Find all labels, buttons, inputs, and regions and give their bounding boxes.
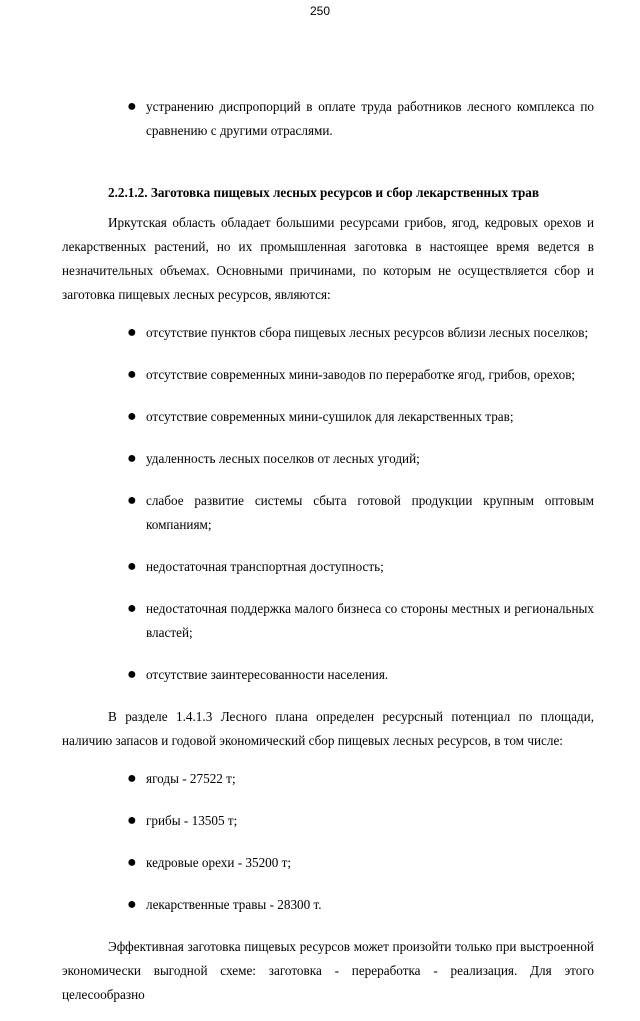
list-item-text: кедровые орехи - 35200 т; (146, 855, 292, 870)
list-item (62, 95, 594, 143)
bullet-icon: ● (127, 324, 137, 341)
list-item (62, 555, 594, 579)
bullet-icon: ● (127, 812, 137, 829)
list-item-text: удаленность лесных поселков от лесных угодий; (146, 451, 420, 466)
list-item-text: устранению диспропорций в оплате труда работников лесного комплекса по сравнению с другими отраслями. (146, 99, 594, 138)
bullet-icon: ● (127, 366, 137, 383)
bullet-icon: ● (127, 600, 137, 617)
list-item (62, 405, 594, 429)
list-item (62, 321, 594, 345)
list-item (62, 851, 594, 875)
list-item (62, 663, 594, 687)
page-number: 250 (309, 4, 331, 18)
list-item (62, 809, 594, 833)
bullet-icon: ● (127, 450, 137, 467)
paragraph: В разделе 1.4.1.3 Лесного плана определен ресурсный потенциал по площади, наличию запасов и годовой экономический сбор пищевых лесных ресурсов, в том числе: (62, 709, 594, 748)
bullet-icon: ● (127, 558, 137, 575)
bullet-icon: ● (127, 98, 137, 115)
bullet-icon: ● (127, 896, 137, 913)
list-item (62, 893, 594, 917)
list-item (62, 767, 594, 791)
bullet-icon: ● (127, 770, 137, 787)
list-item-text: отсутствие современных мини-заводов по переработке ягод, грибов, орехов; (146, 367, 576, 382)
paragraph: Эффективная заготовка пищевых ресурсов может произойти только при выстроенной экономически выгодной схеме: заготовка - переработка - реализация. Для этого целесообразно (62, 939, 594, 1002)
list-item-text: отсутствие современных мини-сушилок для лекарственных трав; (146, 409, 514, 424)
intro-bullet-list (62, 95, 594, 143)
bullet-icon: ● (127, 408, 137, 425)
document-body (62, 95, 594, 1021)
list-item (62, 447, 594, 471)
list-item (62, 489, 594, 537)
bullet-icon: ● (127, 666, 137, 683)
list-item-text: слабое развитие системы сбыта готовой продукции крупным оптовым компаниям; (146, 493, 594, 532)
list-item (62, 597, 594, 645)
resources-list (62, 767, 594, 917)
list-item-text: ягоды - 27522 т; (146, 771, 236, 786)
list-item-text: недостаточная транспортная доступность; (146, 559, 384, 574)
list-item-text: недостаточная поддержка малого бизнеса со стороны местных и региональных властей; (146, 601, 594, 640)
list-item-text: отсутствие пунктов сбора пищевых лесных ресурсов вблизи лесных поселков; (146, 325, 589, 340)
bullet-icon: ● (127, 492, 137, 509)
list-item-text: отсутствие заинтересованности населения. (146, 667, 389, 682)
section-heading: 2.2.1.2. Заготовка пищевых лесных ресурсов и сбор лекарственных трав (108, 185, 540, 200)
list-item-text: лекарственные травы - 28300 т. (146, 897, 322, 912)
list-item (62, 363, 594, 387)
reasons-list (62, 321, 594, 687)
bullet-icon: ● (127, 854, 137, 871)
paragraph: Иркутская область обладает большими ресурсами грибов, ягод, кедровых орехов и лекарственных растений, но их промышленная заготовка в настоящее время ведется в незначительных объемах. Основными причинами, по которым не осуществляется сбор и заготовка пищевых лесных ресурсов, являются: (62, 215, 594, 302)
list-item-text: грибы - 13505 т; (146, 813, 238, 828)
